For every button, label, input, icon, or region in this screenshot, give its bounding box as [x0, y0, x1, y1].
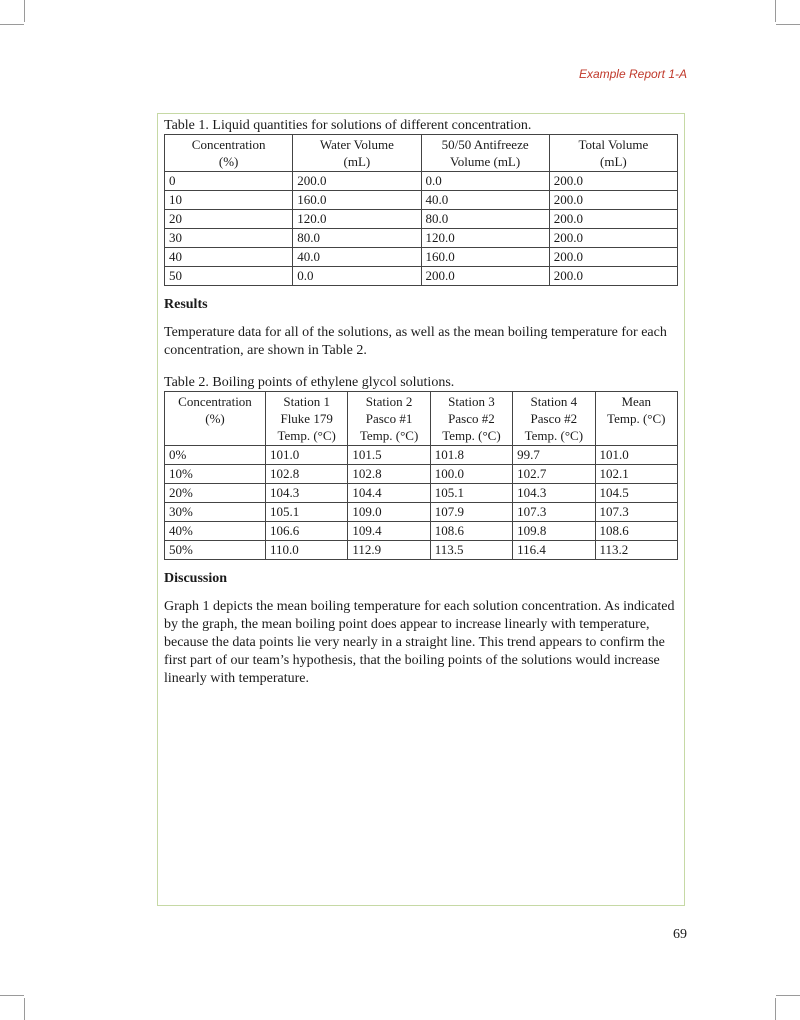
table-cell: 40%	[165, 522, 266, 541]
discussion-heading: Discussion	[164, 571, 228, 586]
results-paragraph: Temperature data for all of the solutions, as well as the mean boiling temperature for each concentration, are shown in Table 2.	[164, 325, 667, 358]
crop-mark	[24, 0, 25, 22]
table-header-cell: Total Volume (mL)	[549, 135, 677, 172]
table-cell: 109.0	[348, 503, 430, 522]
table-cell: 0	[165, 172, 293, 191]
table-row	[165, 172, 678, 191]
table-cell: 102.1	[595, 465, 677, 484]
table-cell: 40	[165, 248, 293, 267]
table-cell: 112.9	[348, 541, 430, 560]
table-cell: 106.6	[265, 522, 347, 541]
table-cell: 200.0	[549, 210, 677, 229]
table-cell: 50%	[165, 541, 266, 560]
table-cell: 30	[165, 229, 293, 248]
table-cell: 200.0	[549, 191, 677, 210]
table-row	[165, 229, 678, 248]
table-header-row	[165, 135, 678, 172]
table-cell: 102.8	[265, 465, 347, 484]
table1-caption: Table 1. Liquid quantities for solutions of different concentration.	[164, 118, 532, 133]
table-header-row	[165, 392, 678, 446]
table-cell: 30%	[165, 503, 266, 522]
crop-mark	[0, 24, 24, 25]
page-number: 69	[673, 927, 687, 942]
table-cell: 80.0	[421, 210, 549, 229]
table-cell: 104.5	[595, 484, 677, 503]
table-cell: 116.4	[513, 541, 595, 560]
table-header-cell: Station 2 Pasco #1 Temp. (°C)	[348, 392, 430, 446]
running-header: Example Report 1-A	[578, 67, 687, 81]
table-cell: 200.0	[549, 248, 677, 267]
table-header-cell: Station 3 Pasco #2 Temp. (°C)	[430, 392, 512, 446]
table-cell: 40.0	[293, 248, 421, 267]
table-header-cell: 50/50 Antifreeze Volume (mL)	[421, 135, 549, 172]
table-cell: 107.3	[513, 503, 595, 522]
table-cell: 20%	[165, 484, 266, 503]
table-header-cell: Station 4 Pasco #2 Temp. (°C)	[513, 392, 595, 446]
table-row	[165, 484, 678, 503]
table-cell: 100.0	[430, 465, 512, 484]
table-cell: 10%	[165, 465, 266, 484]
table-header-cell: Concentration (%)	[165, 135, 293, 172]
table-cell: 109.4	[348, 522, 430, 541]
table-cell: 105.1	[265, 503, 347, 522]
table-cell: 102.8	[348, 465, 430, 484]
table-cell: 113.2	[595, 541, 677, 560]
table-cell: 108.6	[430, 522, 512, 541]
table-cell: 200.0	[421, 267, 549, 286]
table-cell: 101.0	[595, 446, 677, 465]
table-cell: 99.7	[513, 446, 595, 465]
table2-caption: Table 2. Boiling points of ethylene glycol solutions.	[164, 375, 455, 390]
table-cell: 101.5	[348, 446, 430, 465]
table-cell: 40.0	[421, 191, 549, 210]
table-cell: 200.0	[549, 229, 677, 248]
table-header-cell: Station 1 Fluke 179 Temp. (°C)	[265, 392, 347, 446]
crop-mark	[24, 998, 25, 1020]
table-cell: 104.4	[348, 484, 430, 503]
table-row	[165, 465, 678, 484]
table-row	[165, 210, 678, 229]
table-row	[165, 267, 678, 286]
table-cell: 104.3	[265, 484, 347, 503]
table-cell: 110.0	[265, 541, 347, 560]
table-cell: 50	[165, 267, 293, 286]
table-header-cell: Concentration (%)	[165, 392, 266, 446]
table-cell: 200.0	[549, 172, 677, 191]
table-row	[165, 248, 678, 267]
table-cell: 107.3	[595, 503, 677, 522]
table-cell: 105.1	[430, 484, 512, 503]
table-cell: 0.0	[293, 267, 421, 286]
table-cell: 200.0	[293, 172, 421, 191]
table-cell: 108.6	[595, 522, 677, 541]
table-cell: 160.0	[421, 248, 549, 267]
crop-mark	[775, 0, 776, 22]
table-cell: 113.5	[430, 541, 512, 560]
table-row	[165, 446, 678, 465]
table-cell: 120.0	[421, 229, 549, 248]
table-row	[165, 503, 678, 522]
page-content	[164, 117, 678, 688]
crop-mark	[775, 998, 776, 1020]
table-row	[165, 541, 678, 560]
table-cell: 0%	[165, 446, 266, 465]
table-header-cell: Water Volume (mL)	[293, 135, 421, 172]
table-header-cell: Mean Temp. (°C)	[595, 392, 677, 446]
table-cell: 160.0	[293, 191, 421, 210]
table-cell: 102.7	[513, 465, 595, 484]
results-heading: Results	[164, 297, 208, 312]
crop-mark	[776, 995, 800, 996]
table-cell: 10	[165, 191, 293, 210]
table-cell: 200.0	[549, 267, 677, 286]
table1	[164, 134, 678, 286]
table-cell: 0.0	[421, 172, 549, 191]
crop-mark	[0, 995, 24, 996]
table2	[164, 391, 678, 560]
table-cell: 104.3	[513, 484, 595, 503]
discussion-paragraph: Graph 1 depicts the mean boiling temperature for each solution concentration. As indicated by the graph, the mean boiling point does appear to increase linearly with temperature, because the data points lie very nearly in a straight line. This trend appears to confirm the first part of our team’s hypothesis, that the boiling points of the solutions would increase linearly with temperature.	[164, 599, 675, 686]
table-cell: 120.0	[293, 210, 421, 229]
table-cell: 109.8	[513, 522, 595, 541]
table-cell: 101.8	[430, 446, 512, 465]
crop-mark	[776, 24, 800, 25]
table-cell: 107.9	[430, 503, 512, 522]
table-cell: 20	[165, 210, 293, 229]
table-row	[165, 191, 678, 210]
table-cell: 80.0	[293, 229, 421, 248]
table-row	[165, 522, 678, 541]
table-cell: 101.0	[265, 446, 347, 465]
